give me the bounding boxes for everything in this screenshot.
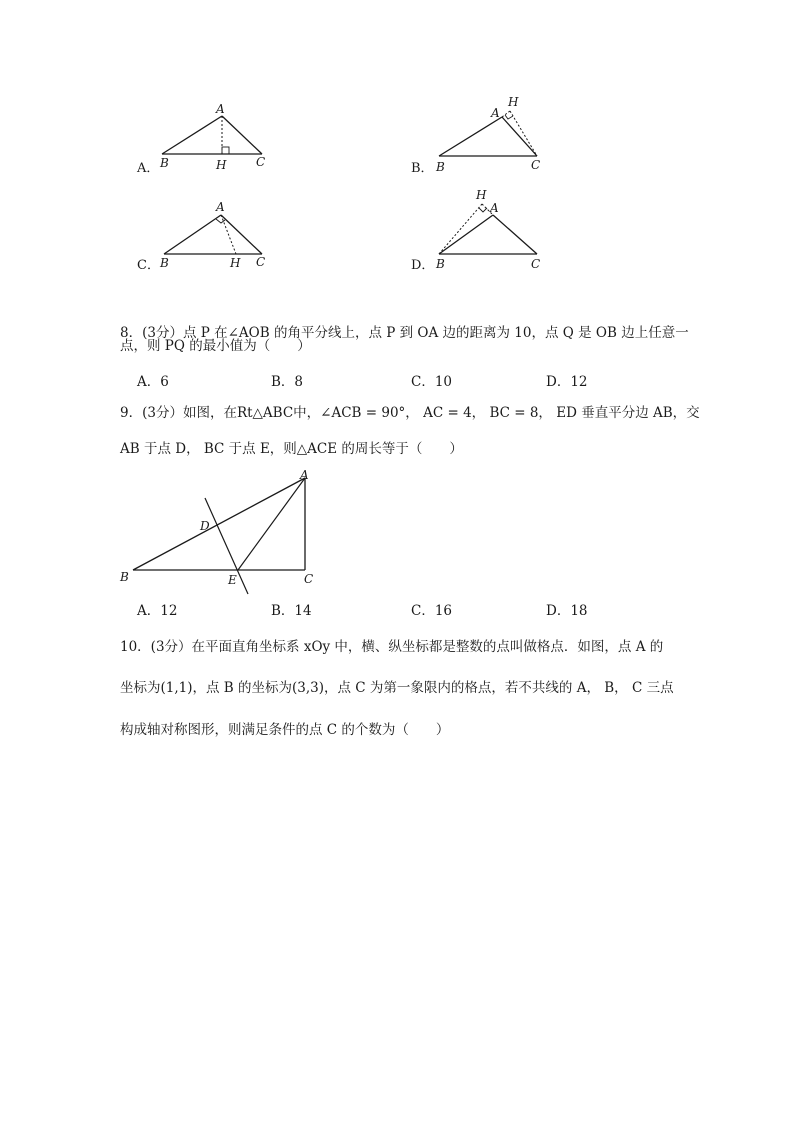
q9-point-d: D bbox=[200, 519, 210, 533]
q7a-point-c: C bbox=[256, 155, 266, 169]
q7b-point-h: H bbox=[508, 95, 519, 109]
q7-option-b-label: B． bbox=[411, 161, 434, 176]
q8-option-c: C．10 bbox=[411, 374, 453, 390]
q7d-point-c: C bbox=[531, 257, 541, 271]
q9-text-line-1: 9．(3分）如图，在Rt△ABC中，∠ACB = 90°， AC = 4， BC = 8， ED 垂直平分边 AB，交 bbox=[120, 405, 700, 421]
q8-text-line-1: 8．(3分）点 P 在∠AOB 的角平分线上，点 P 到 OA 边的距离为 10，点 Q 是 OB 边上任意一 bbox=[120, 325, 689, 341]
q7-option-a-label: A． bbox=[137, 161, 160, 176]
q8-option-b: B．8 bbox=[271, 374, 304, 390]
q9-point-a: A bbox=[300, 468, 309, 482]
q7c-point-b: B bbox=[160, 256, 169, 270]
q7a-point-h: H bbox=[216, 158, 227, 172]
q7a-point-a: A bbox=[216, 102, 225, 116]
q7-option-c-label: C． bbox=[137, 258, 160, 273]
q7-option-d-label: D． bbox=[411, 258, 435, 273]
q9-point-c: C bbox=[304, 572, 314, 586]
q7c-point-a: A bbox=[216, 200, 225, 214]
q8-option-d: D．12 bbox=[546, 374, 588, 390]
q9-option-d: D．18 bbox=[546, 603, 588, 619]
q7d-point-a: A bbox=[490, 201, 499, 215]
q7-option-a-figure bbox=[150, 100, 290, 180]
q10-text-line-1: 10．(3分）在平面直角坐标系 xOy 中，横、纵坐标都是整数的点叫做格点．如图，点 A 的 bbox=[120, 639, 664, 655]
q7a-point-b: B bbox=[160, 156, 169, 170]
q9-text-line-2: AB 于点 D， BC 于点 E，则△ACE 的周长等于（ ） bbox=[120, 441, 463, 457]
q7d-point-b: B bbox=[436, 257, 445, 271]
q9-option-a: A．12 bbox=[137, 603, 178, 619]
q10-text-line-3: 构成轴对称图形，则满足条件的点 C 的个数为（ ） bbox=[120, 722, 450, 738]
q9-point-b: B bbox=[120, 570, 129, 584]
q7-option-b-figure bbox=[425, 92, 565, 172]
q7d-point-h: H bbox=[476, 188, 487, 202]
q7b-point-b: B bbox=[436, 160, 445, 174]
q7-option-c-figure bbox=[150, 196, 290, 276]
q8-text-line-2: 点，则 PQ 的最小值为（ ） bbox=[120, 338, 311, 354]
q7c-point-h: H bbox=[230, 256, 241, 270]
q7c-point-c: C bbox=[256, 255, 266, 269]
q9-point-e: E bbox=[228, 573, 237, 587]
q7b-point-c: C bbox=[531, 158, 541, 172]
q9-triangle-figure bbox=[115, 470, 335, 600]
q8-option-a: A．6 bbox=[137, 374, 169, 390]
q7b-point-a: A bbox=[491, 106, 500, 120]
q9-option-c: C．16 bbox=[411, 603, 453, 619]
q7-option-d-figure bbox=[425, 184, 565, 271]
q9-option-b: B．14 bbox=[271, 603, 312, 619]
q10-text-line-2: 坐标为(1,1)，点 B 的坐标为(3,3)，点 C 为第一象限内的格点，若不共线的 A， B， C 三点 bbox=[120, 680, 674, 696]
